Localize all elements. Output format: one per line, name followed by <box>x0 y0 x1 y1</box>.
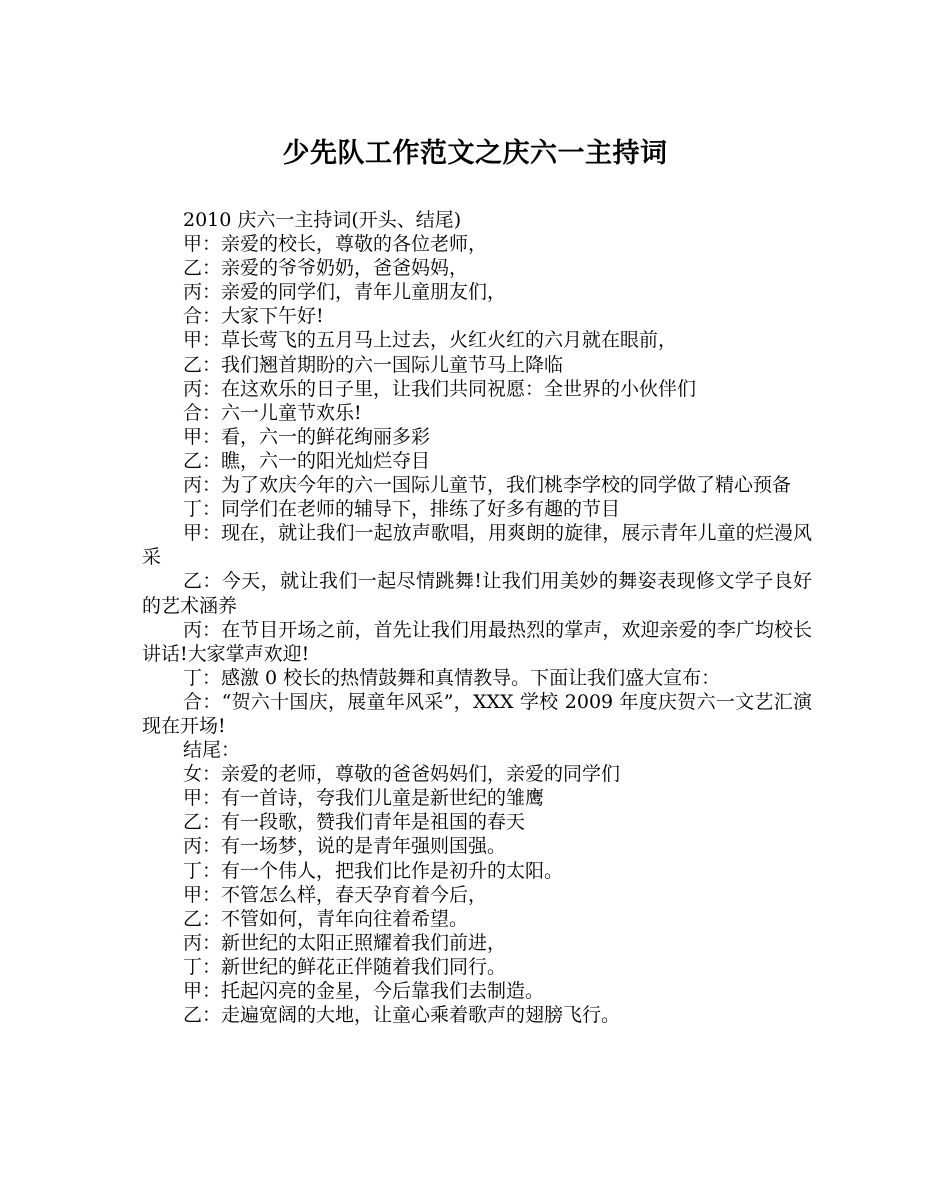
document-title: 少先队工作范文之庆六一主持词 <box>282 138 668 169</box>
paragraph: 乙：我们翘首期盼的六一国际儿童节马上降临 <box>183 353 564 376</box>
paragraph: 结尾： <box>183 739 241 762</box>
paragraph: 乙：不管如何，青年向往着希望。 <box>183 907 469 930</box>
paragraph: 丁：有一个伟人，把我们比作是初升的太阳。 <box>183 859 564 882</box>
paragraph: 女：亲爱的老师，尊敬的爸爸妈妈们，亲爱的同学们 <box>183 763 621 786</box>
paragraph: 甲：草长莺飞的五月马上过去，火红火红的六月就在眼前， <box>183 329 678 352</box>
paragraph: 丙：为了欢庆今年的六一国际儿童节，我们桃李学校的同学做了精心预备 <box>183 474 792 497</box>
paragraph: 甲：现在，就让我们一起放声歌唱，用爽朗的旋律，展示青年儿童的烂漫风采 <box>142 522 812 569</box>
paragraph: 丙：新世纪的太阳正照耀着我们前进， <box>183 931 507 954</box>
paragraph: 合：“贺六十国庆，展童年风采”，XXX 学校 2009 年度庆贺六一文艺汇演现在开场! <box>142 690 812 737</box>
paragraph: 丙：在这欢乐的日子里，让我们共同祝愿：全世界的小伙伴们 <box>183 377 697 400</box>
paragraph: 甲：亲爱的校长，尊敬的各位老师， <box>183 233 488 256</box>
paragraph: 丙：在节目开场之前，首先让我们用最热烈的掌声，欢迎亲爱的李广均校长讲话!大家掌声欢迎! <box>142 618 812 665</box>
paragraph: 乙：亲爱的爷爷奶奶，爸爸妈妈， <box>183 257 469 280</box>
paragraph: 丙：有一场梦，说的是青年强则国强。 <box>183 835 507 858</box>
paragraph: 乙：走遍宽阔的大地，让童心乘着歌声的翅膀飞行。 <box>183 1004 621 1027</box>
paragraph: 乙：瞧，六一的阳光灿烂夺目 <box>183 449 431 472</box>
paragraph: 丁：感激 0 校长的热情鼓舞和真情教导。下面让我们盛大宣布： <box>183 666 721 689</box>
paragraph: 2010 庆六一主持词(开头、结尾) <box>183 209 462 231</box>
paragraph: 丁：新世纪的鲜花正伴随着我们同行。 <box>183 955 507 978</box>
paragraph: 合：大家下午好! <box>183 305 324 328</box>
paragraph: 合：六一儿童节欢乐! <box>183 401 362 424</box>
paragraph: 甲：看，六一的鲜花绚丽多彩 <box>183 425 431 448</box>
document-body <box>142 208 812 1027</box>
paragraph: 丁：同学们在老师的辅导下，排练了好多有趣的节目 <box>183 498 621 521</box>
paragraph: 甲：有一首诗，夸我们儿童是新世纪的雏鹰 <box>183 787 545 810</box>
paragraph: 乙：今天，就让我们一起尽情跳舞!让我们用美妙的舞姿表现修文学子良好的艺术涵养 <box>142 570 812 617</box>
paragraph: 甲：不管怎么样，春天孕育着今后， <box>183 883 488 906</box>
paragraph: 乙：有一段歌，赞我们青年是祖国的春天 <box>183 811 526 834</box>
paragraph: 甲：托起闪亮的金星，今后靠我们去制造。 <box>183 980 545 1002</box>
paragraph: 丙：亲爱的同学们，青年儿童朋友们， <box>183 281 507 304</box>
